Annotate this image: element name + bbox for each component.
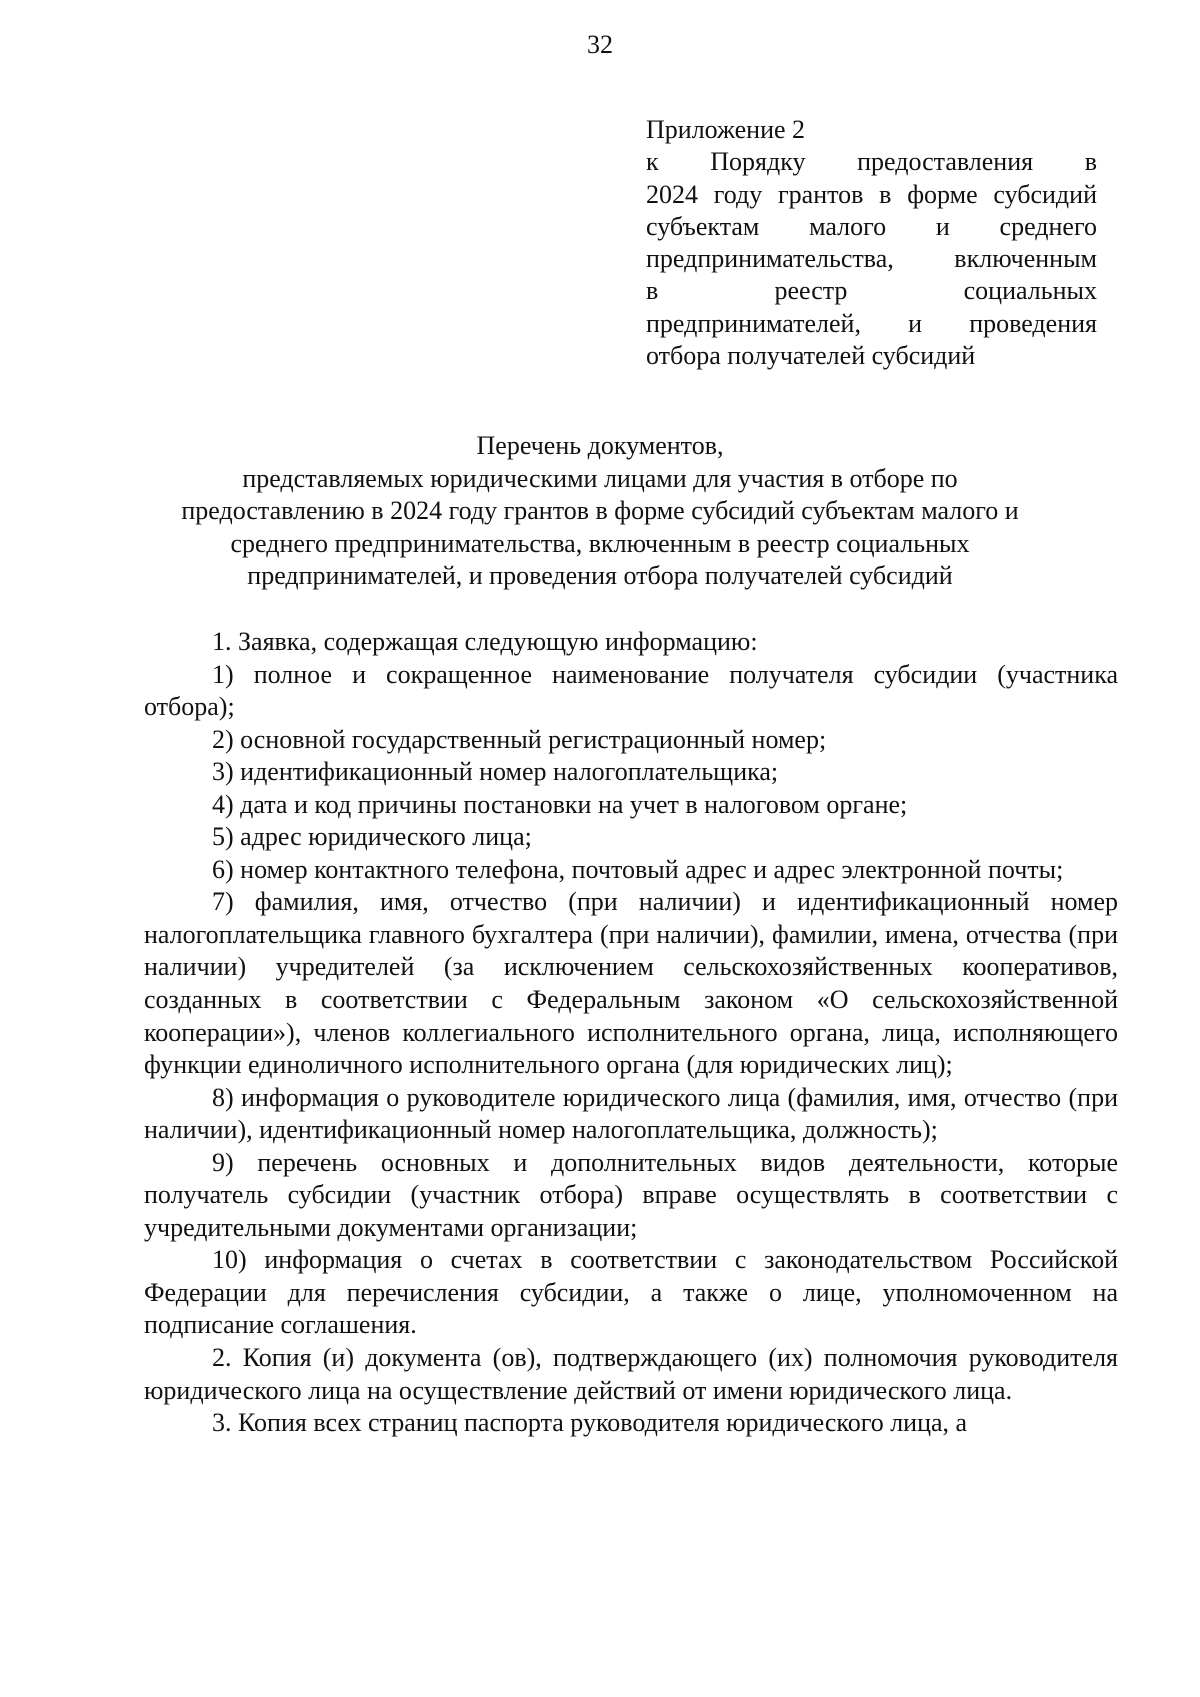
appendix-title: Приложение 2 — [646, 115, 806, 144]
subitem-3: 3) идентификационный номер налогоплательщика; — [212, 757, 779, 787]
subitem-7: 7) фамилия, имя, отчество (при наличии) и идентификационный номер налогоплательщика главного бухгалтера (при наличии), фамилии, имена, отчества (при наличии) учредителей (за исключением сельскохозяйственных кооперативов, созданных в соответствии с Федеральным законом «О сельскохозяйственной кооперации»), членов коллегиального исполнительного органа, лица, исполняющего функции единоличного исполнительного органа (для юридических лиц); — [144, 887, 1118, 1080]
heading-line: представляемых юридическими лицами для участия в отборе по — [242, 463, 958, 493]
subitem-8: 8) информация о руководителе юридического лица (фамилия, имя, отчество (при наличии), идентификационный номер налогоплательщика, должность); — [144, 1082, 1118, 1145]
appendix-line: 2024 году грантов в форме субсидий — [646, 179, 1097, 209]
appendix-line: в реестр социальных — [646, 276, 1097, 306]
heading-line: предпринимателей, и проведения отбора получателей субсидий — [247, 561, 953, 590]
subitem-1: 1) полное и сокращенное наименование получателя субсидии (участника отбора); — [144, 659, 1118, 722]
heading-line: среднего предпринимательства, включенным в реестр социальных — [230, 528, 970, 558]
appendix-block — [646, 114, 1097, 372]
paragraph-item-3: 3. Копия всех страниц паспорта руководителя юридического лица, а — [212, 1408, 968, 1438]
heading-line: предоставлению в 2024 году грантов в форме субсидий субъектам малого и — [181, 496, 1019, 525]
appendix-line: предпринимательства, включенным — [646, 244, 1097, 274]
subitem-9: 9) перечень основных и дополнительных видов деятельности, которые получатель субсидии (участник отбора) вправе осуществлять в соответствии с учредительными документами организации; — [144, 1147, 1118, 1242]
appendix-line: к Порядку предоставления в — [646, 147, 1097, 177]
appendix-line: предпринимателей, и проведения — [646, 308, 1097, 338]
subitem-5: 5) адрес юридического лица; — [212, 822, 532, 852]
paragraph-item-1: 1. Заявка, содержащая следующую информацию: — [212, 627, 758, 656]
appendix-line: субъектам малого и среднего — [646, 211, 1097, 241]
subitem-2: 2) основной государственный регистрационный номер; — [212, 724, 827, 754]
page-number: 32 — [587, 30, 613, 59]
paragraph-item-2: 2. Копия (и) документа (ов), подтверждающего (их) полномочия руководителя юридического лица на осуществление действий от имени юридического лица. — [144, 1343, 1118, 1405]
subitem-4: 4) дата и код причины постановки на учет в налоговом органе; — [212, 789, 908, 819]
appendix-line: отбора получателей субсидий — [646, 341, 976, 371]
heading-line: Перечень документов, — [476, 431, 724, 460]
document-heading — [0, 430, 1200, 593]
subitem-6: 6) номер контактного телефона, почтовый адрес и адрес электронной почты; — [212, 854, 1064, 884]
document-body — [144, 626, 1118, 1440]
subitem-10: 10) информация о счетах в соответствии с законодательством Российской Федерации для перечисления субсидии, а также о лице, уполномоченном на подписание соглашения. — [144, 1245, 1118, 1340]
